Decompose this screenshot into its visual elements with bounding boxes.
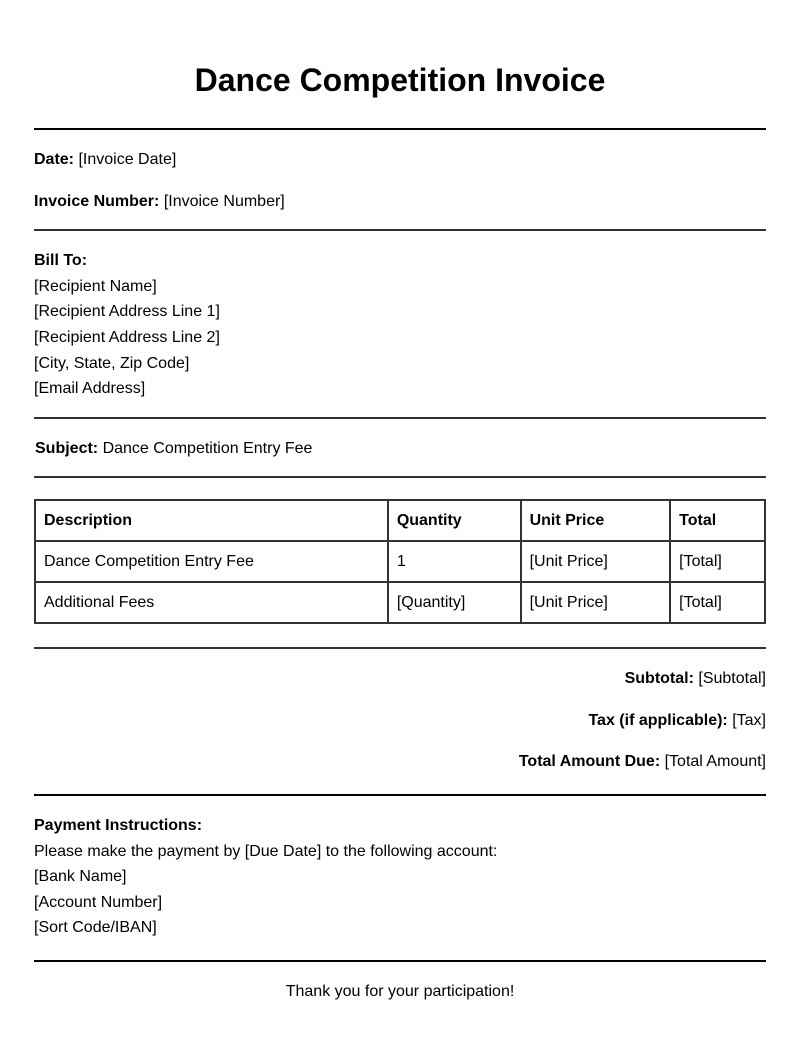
subject-label: Subject: xyxy=(35,440,99,457)
account-number: [Account Number] xyxy=(34,894,163,911)
table-cell-quantity: 1 xyxy=(388,541,521,582)
line-items-table xyxy=(34,499,766,624)
total-due-line xyxy=(519,752,766,772)
table-cell-quantity: [Quantity] xyxy=(388,582,521,623)
divider xyxy=(34,476,766,478)
subtotal-value: [Subtotal] xyxy=(698,670,766,687)
table-cell-total: [Total] xyxy=(670,541,765,582)
divider xyxy=(34,960,766,962)
table-row xyxy=(35,541,765,582)
table-cell-description: Dance Competition Entry Fee xyxy=(35,541,388,582)
table-cell-description: Additional Fees xyxy=(35,582,388,623)
footer-thanks: Thank you for your participation! xyxy=(285,983,515,1000)
table-row xyxy=(35,582,765,623)
bill-to-label: Bill To: xyxy=(34,252,88,269)
recipient-address-line-2: [Recipient Address Line 2] xyxy=(34,329,220,346)
total-due-value: [Total Amount] xyxy=(664,753,766,770)
column-header-description: Description xyxy=(35,500,388,541)
tax-label: Tax (if applicable): xyxy=(588,712,728,729)
recipient-email: [Email Address] xyxy=(34,380,146,397)
bank-name: [Bank Name] xyxy=(34,868,127,885)
payment-instruction-text: Please make the payment by [Due Date] to the following account: xyxy=(34,843,498,860)
subtotal-label: Subtotal: xyxy=(624,670,694,687)
divider xyxy=(34,128,766,130)
page-title: Dance Competition Invoice xyxy=(194,62,606,98)
subject-line xyxy=(35,439,312,459)
table-cell-total: [Total] xyxy=(670,582,765,623)
recipient-name: [Recipient Name] xyxy=(34,278,157,295)
subject-value: Dance Competition Entry Fee xyxy=(102,440,313,457)
column-header-unit-price: Unit Price xyxy=(521,500,671,541)
divider xyxy=(34,229,766,231)
invoice-number xyxy=(34,192,285,212)
recipient-address-line-1: [Recipient Address Line 1] xyxy=(34,303,220,320)
date-value: [Invoice Date] xyxy=(78,151,177,168)
tax-value: [Tax] xyxy=(732,712,766,729)
payment-instructions-label: Payment Instructions: xyxy=(34,817,203,834)
subtotal-line xyxy=(625,669,766,689)
recipient-city-state-zip: [City, State, Zip Code] xyxy=(34,355,190,372)
invoice-number-label: Invoice Number: xyxy=(34,193,160,210)
divider xyxy=(34,647,766,649)
date-label: Date: xyxy=(34,151,75,168)
divider xyxy=(34,794,766,796)
invoice-number-value: [Invoice Number] xyxy=(163,193,285,210)
table-cell-unit-price: [Unit Price] xyxy=(521,582,671,623)
divider xyxy=(34,417,766,419)
table-cell-unit-price: [Unit Price] xyxy=(521,541,671,582)
invoice-date xyxy=(34,150,176,170)
column-header-quantity: Quantity xyxy=(388,500,521,541)
tax-line xyxy=(588,711,766,731)
table-header-row xyxy=(35,500,765,541)
column-header-total: Total xyxy=(670,500,765,541)
total-due-label: Total Amount Due: xyxy=(518,753,661,770)
sort-code-iban: [Sort Code/IBAN] xyxy=(34,919,157,936)
